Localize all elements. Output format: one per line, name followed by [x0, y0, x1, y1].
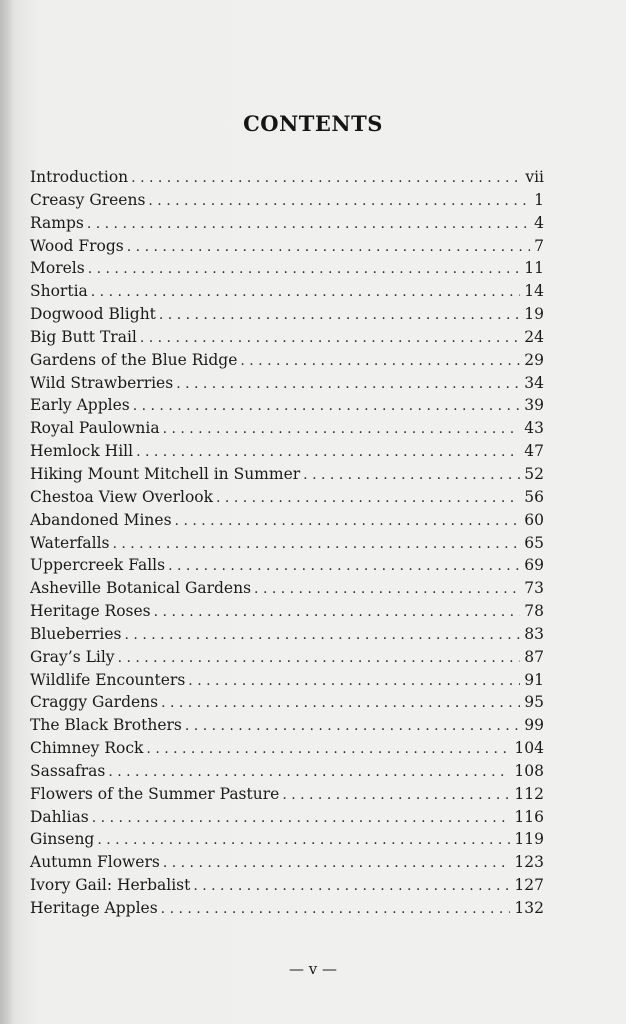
dot-leader	[303, 464, 520, 487]
toc-entry-page: 108	[514, 761, 544, 780]
toc-entry-page: 34	[524, 373, 544, 392]
toc-entry	[30, 326, 544, 349]
toc-entry	[30, 212, 544, 235]
toc-entry-page: 7	[534, 236, 544, 255]
toc-entry	[30, 600, 544, 623]
toc-entry-page: 39	[524, 396, 544, 415]
toc-entry	[30, 532, 544, 555]
dot-leader	[87, 213, 530, 236]
dot-leader	[159, 304, 520, 327]
dot-leader	[216, 487, 520, 510]
toc-entry-page: 14	[524, 282, 544, 301]
toc-entry-title: Gray’s Lily	[30, 647, 115, 666]
toc-entry-page: 116	[514, 807, 544, 826]
dot-leader	[97, 829, 510, 852]
toc-entry	[30, 440, 544, 463]
toc-entry-title: Dogwood Blight	[30, 305, 156, 324]
toc-entry-page: 69	[524, 556, 544, 575]
toc-entry-title: Uppercreek Falls	[30, 556, 166, 575]
toc-entry-page: 11	[524, 259, 544, 278]
toc-entry-page: 91	[524, 670, 544, 689]
toc-entry-page: 127	[514, 876, 544, 895]
dot-leader	[154, 601, 521, 624]
dot-leader	[185, 715, 520, 738]
toc-entry-title: Introduction	[30, 168, 129, 186]
toc-entry-page: 1	[534, 190, 544, 209]
toc-entry	[30, 577, 544, 600]
dot-leader	[254, 578, 520, 601]
dot-leader	[168, 555, 520, 578]
toc-entry-title: Sassafras	[30, 761, 106, 780]
toc-entry-title: Wild Strawberries	[30, 373, 174, 392]
toc-entry	[30, 166, 544, 189]
toc-entry	[30, 349, 544, 372]
toc-entry-title: Autumn Flowers	[30, 853, 160, 872]
spine-shadow	[0, 0, 14, 1024]
toc-entry	[30, 509, 544, 532]
toc-entry	[30, 851, 544, 874]
toc-entry-title: Chimney Rock	[30, 739, 144, 758]
dot-leader	[146, 738, 510, 761]
toc-entry	[30, 372, 544, 395]
dot-leader	[108, 761, 510, 784]
toc-entry	[30, 486, 544, 509]
dot-leader	[112, 533, 520, 556]
toc-entry	[30, 737, 544, 760]
toc-entry-page: 24	[524, 327, 544, 346]
toc-entry-title: Gardens of the Blue Ridge	[30, 350, 238, 369]
toc-entry	[30, 554, 544, 577]
dot-leader	[240, 350, 520, 373]
toc-entry-title: Early Apples	[30, 396, 130, 415]
toc-entry	[30, 257, 544, 280]
toc-entry-page: 43	[524, 419, 544, 438]
dot-leader	[88, 258, 521, 281]
toc-entry-title: Heritage Roses	[30, 602, 151, 621]
toc-entry-title: Abandoned Mines	[30, 510, 172, 529]
toc-entry	[30, 280, 544, 303]
toc-entry	[30, 874, 544, 897]
toc-entry	[30, 806, 544, 829]
dot-leader	[175, 510, 521, 533]
toc-entry	[30, 669, 544, 692]
toc-entry-page: 99	[524, 716, 544, 735]
toc-entry-title: Ginseng	[30, 830, 95, 849]
toc-entry-page: 4	[534, 213, 544, 232]
dot-leader	[193, 875, 510, 898]
toc-entry-title: Blueberries	[30, 624, 122, 643]
toc-entry	[30, 783, 544, 806]
toc-entry-page: 60	[524, 510, 544, 529]
dot-leader	[148, 190, 530, 213]
toc-entry-title: Hiking Mount Mitchell in Summer	[30, 464, 301, 483]
table-of-contents	[30, 166, 544, 920]
toc-entry-page: 73	[524, 579, 544, 598]
toc-entry-title: Shortia	[30, 282, 88, 301]
toc-entry-page: 78	[524, 602, 544, 621]
toc-entry	[30, 463, 544, 486]
toc-entry	[30, 760, 544, 783]
toc-entry	[30, 623, 544, 646]
toc-entry	[30, 189, 544, 212]
toc-entry	[30, 417, 544, 440]
dot-leader	[163, 852, 511, 875]
dot-leader	[127, 236, 530, 259]
toc-entry	[30, 828, 544, 851]
dot-leader	[131, 167, 521, 190]
toc-entry-page: 65	[524, 533, 544, 552]
toc-entry	[30, 303, 544, 326]
toc-entry-page: 29	[524, 350, 544, 369]
toc-entry-title: Flowers of the Summer Pasture	[30, 784, 280, 803]
toc-entry-page: 52	[524, 464, 544, 483]
toc-entry-title: Dahlias	[30, 807, 89, 826]
dot-leader	[118, 647, 521, 670]
dot-leader	[163, 418, 521, 441]
page-title: CONTENTS	[243, 111, 383, 136]
page-number: — v —	[288, 960, 337, 978]
dot-leader	[92, 807, 511, 830]
toc-entry-page: 83	[524, 624, 544, 643]
toc-entry-title: Royal Paulownia	[30, 419, 160, 438]
toc-entry-title: The Black Brothers	[30, 716, 182, 735]
dot-leader	[161, 898, 511, 921]
toc-entry-page: 104	[514, 739, 544, 758]
toc-entry-page: 47	[524, 442, 544, 461]
toc-entry-page: 19	[524, 305, 544, 324]
toc-entry-page: 95	[524, 693, 544, 712]
toc-entry-page: 112	[514, 784, 544, 803]
toc-entry-title: Wildlife Encounters	[30, 670, 186, 689]
toc-entry-page: 132	[514, 899, 544, 917]
toc-entry-title: Wood Frogs	[30, 236, 124, 255]
toc-entry-title: Morels	[30, 259, 85, 278]
toc-entry-title: Big Butt Trail	[30, 327, 137, 346]
dot-leader	[91, 281, 520, 304]
toc-entry	[30, 897, 544, 920]
toc-entry-title: Ramps	[30, 213, 84, 232]
toc-entry	[30, 691, 544, 714]
dot-leader	[125, 624, 521, 647]
toc-entry-title: Asheville Botanical Gardens	[30, 579, 252, 598]
toc-entry-title: Waterfalls	[30, 533, 110, 552]
dot-leader	[161, 692, 520, 715]
toc-entry	[30, 646, 544, 669]
dot-leader	[188, 670, 520, 693]
toc-entry-title: Creasy Greens	[30, 190, 146, 209]
dot-leader	[136, 441, 520, 464]
toc-entry-title: Heritage Apples	[30, 899, 158, 917]
dot-leader	[176, 373, 520, 396]
toc-entry-title: Chestoa View Overlook	[30, 487, 214, 506]
toc-entry-page: 123	[514, 853, 544, 872]
toc-entry	[30, 714, 544, 737]
toc-entry-page: 119	[514, 830, 544, 849]
toc-entry	[30, 394, 544, 417]
toc-entry-title: Craggy Gardens	[30, 693, 159, 712]
toc-entry-title: Hemlock Hill	[30, 442, 134, 461]
toc-entry-page: 87	[524, 647, 544, 666]
toc-entry-title: Ivory Gail: Herbalist	[30, 876, 191, 895]
dot-leader	[282, 784, 510, 807]
toc-entry-page: vii	[525, 168, 544, 186]
dot-leader	[133, 395, 521, 418]
toc-entry-page: 56	[524, 487, 544, 506]
toc-entry	[30, 235, 544, 258]
dot-leader	[140, 327, 520, 350]
